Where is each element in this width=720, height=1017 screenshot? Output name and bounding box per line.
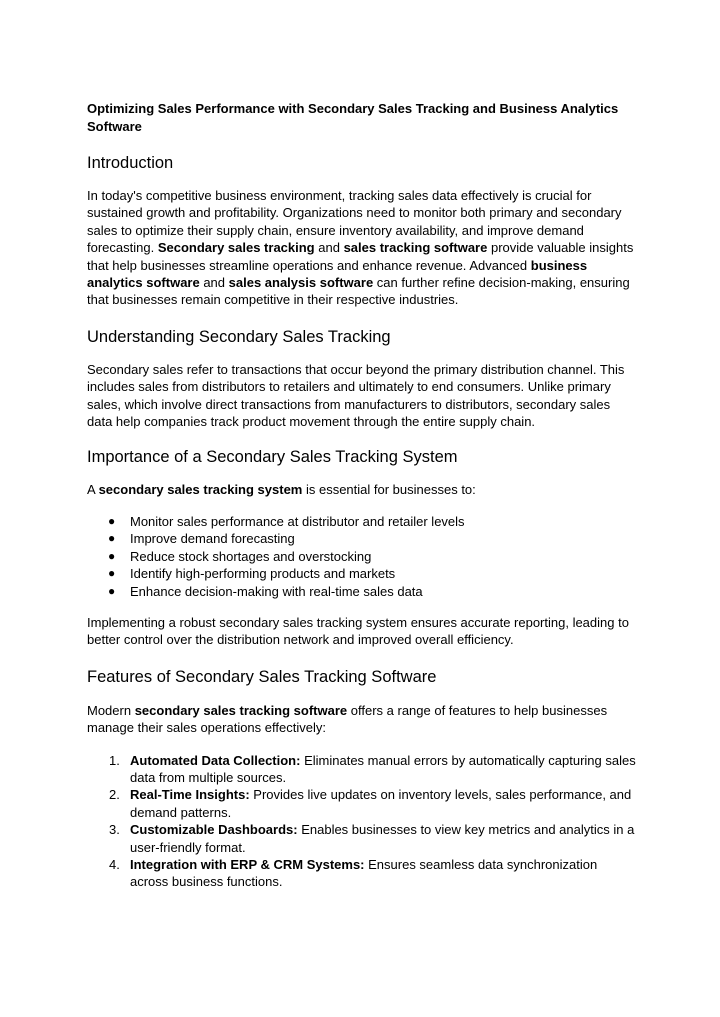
intro-bold-4: sales analysis software	[228, 275, 374, 291]
list-item-text: Monitor sales performance at distributor and retailer levels	[130, 513, 465, 529]
feature-title: Automated Data Collection:	[130, 752, 301, 768]
paragraph-importance-closing: Implementing a robust secondary sales tracking system ensures accurate reporting, leading to better control over the distribution network and improved overall efficiency.	[87, 614, 629, 648]
intro-text-5: can further refine decision-making, ensuring that businesses remain competitive in their respective industries.	[87, 275, 630, 308]
list-item	[87, 565, 637, 582]
bullet-icon: ●	[108, 583, 116, 598]
bullet-icon: ●	[108, 513, 116, 528]
paragraph-introduction	[87, 187, 637, 309]
list-item	[87, 856, 637, 891]
importance-lead-suffix: is essential for businesses to:	[302, 482, 476, 498]
document-page	[87, 100, 637, 891]
features-numbered-list	[87, 752, 637, 891]
paragraph-understanding: Secondary sales refer to transactions that occur beyond the primary distribution channel. This includes sales from distributors to retailers and ultimately to end consumers. Unlike primary sales, which involve direct transactions from manufacturers to distributors, secondary sales data help companies track product movement through the entire supply chain.	[87, 361, 625, 430]
list-number: 3.	[109, 822, 120, 838]
features-lead-prefix: Modern	[87, 702, 135, 718]
feature-title: Customizable Dashboards:	[130, 822, 298, 838]
intro-text-2: and	[314, 240, 344, 256]
intro-bold-3: business analytics software	[87, 257, 588, 291]
feature-title: Integration with ERP & CRM Systems:	[130, 856, 365, 872]
list-item	[87, 513, 637, 530]
list-item	[87, 752, 637, 787]
bullet-icon: ●	[108, 531, 116, 546]
list-item	[87, 583, 637, 600]
intro-text-1: In today's competitive business environment, tracking sales data effectively is crucial for sustained growth and profitability. Organizations need to monitor both primary and secondary sales to optimize their supply chain, ensure inventory availability, and improve demand forecasting.	[87, 188, 622, 256]
list-number: 4.	[109, 856, 120, 872]
heading-introduction: Introduction	[87, 154, 174, 172]
list-item-text: Improve demand forecasting	[130, 531, 295, 547]
feature-text: Provides live updates on inventory levels, sales performance, and demand patterns.	[130, 787, 632, 820]
heading-understanding: Understanding Secondary Sales Tracking	[87, 327, 391, 346]
importance-bullet-list	[87, 513, 637, 600]
features-lead-suffix: offers a range of features to help businesses manage their sales operations effectively:	[87, 702, 608, 736]
paragraph-features-lead	[87, 702, 637, 737]
document-title: Optimizing Sales Performance with Secondary Sales Tracking and Business Analytics Software	[87, 101, 619, 134]
feature-title: Real-Time Insights:	[130, 787, 250, 803]
importance-lead-bold: secondary sales tracking system	[98, 482, 303, 498]
list-item	[87, 786, 637, 821]
list-item-text: Enhance decision-making with real-time sales data	[130, 583, 423, 599]
list-item	[87, 530, 637, 547]
feature-text: Enables businesses to view key metrics and analytics in a user-friendly format.	[130, 822, 635, 855]
list-item	[87, 821, 637, 856]
heading-importance: Importance of a Secondary Sales Tracking System	[87, 448, 458, 467]
bullet-icon: ●	[108, 548, 116, 563]
features-lead-bold: secondary sales tracking software	[134, 702, 348, 718]
list-item-text: Identify high-performing products and markets	[130, 566, 396, 582]
paragraph-importance-lead	[87, 481, 637, 498]
feature-text: Ensures seamless data synchronization across business functions.	[130, 856, 598, 890]
intro-bold-1: Secondary sales tracking	[157, 240, 315, 256]
bullet-icon: ●	[108, 566, 116, 581]
importance-lead-prefix: A	[87, 482, 99, 498]
list-item	[87, 548, 637, 565]
list-number: 1.	[109, 752, 120, 768]
intro-bold-2: sales tracking software	[343, 240, 488, 256]
heading-features: Features of Secondary Sales Tracking Software	[87, 667, 437, 686]
list-number: 2.	[109, 787, 120, 803]
feature-text: Eliminates manual errors by automatically capturing sales data from multiple sources.	[130, 752, 636, 785]
intro-text-4: and	[199, 275, 229, 291]
intro-text-3: provide valuable insights that help businesses streamline operations and enhance revenue. Advanced	[87, 240, 634, 273]
list-item-text: Reduce stock shortages and overstocking	[130, 548, 372, 564]
